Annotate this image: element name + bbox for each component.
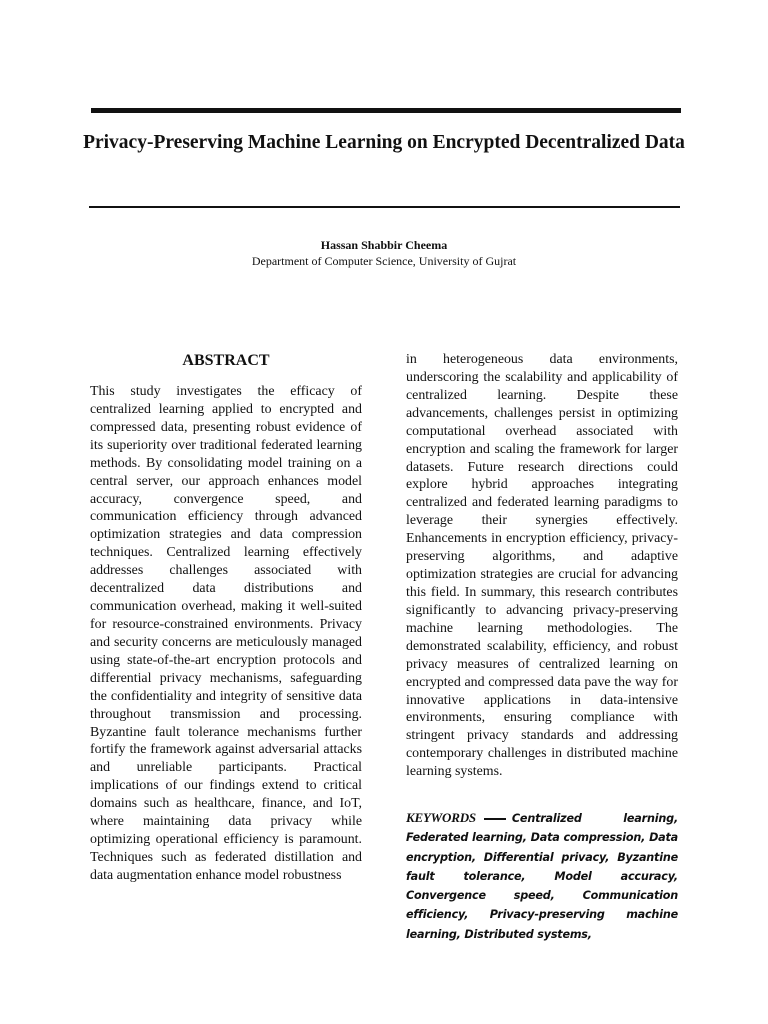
title-top-rule [91, 108, 681, 113]
keywords-dash [484, 818, 506, 820]
title-bottom-rule [89, 206, 680, 208]
author-affiliation: Department of Computer Science, University of Gujrat [251, 254, 517, 268]
keywords-label: KEYWORDS [406, 810, 476, 825]
author-name: Hassan Shabbir Cheema [320, 238, 448, 252]
abstract-text-left-column: This study investigates the efficacy of centralized learning applied to encrypted and compressed data, presenting robust evidence of its superiority over traditional federated learning methods. By consolidating model training on a central server, our approach enhances model accuracy, convergence speed, and communication efficiency through advanced optimization strategies and data compression techniques. Centralized learning effectively addresses challenges associated with decentralized data distributions and communication overhead, making it well-suited for resource-constrained environments. Privacy and security concerns are meticulously managed using state-of-the-art encryption protocols and differential privacy mechanisms, safeguarding the confidentiality and integrity of sensitive data throughout transmission and processing. Byzantine fault tolerance mechanisms further fortify the framework against adversarial attacks and unreliable participants. Practical implications of our findings extend to critical domains such as healthcare, finance, and IoT, where maintaining data privacy while optimizing operational efficiency is paramount. Techniques such as federated distillation and data augmentation enhance model robustness [90, 384, 362, 883]
keywords-text: Centralized learning, Federated learning, Data compression, Data encryption, Differential privacy, Byzantine fault tolerance, Model accuracy, Convergence speed, Communication efficiency, Privacy-preserving machine learning, Distributed systems, [406, 812, 678, 941]
paper-title: Privacy-Preserving Machine Learning on Encrypted Decentralized Data [83, 132, 685, 153]
abstract-heading: ABSTRACT [182, 352, 270, 369]
abstract-text-right-column: in heterogeneous data environments, underscoring the scalability and applicability of centralized learning. Despite these advancements, challenges persist in optimizing computational overhead associated with encryption and scaling the framework for larger datasets. Future research directions could explore hybrid approaches integrating centralized and federated learning paradigms to leverage their synergies effectively. Enhancements in encryption efficiency, privacy-preserving algorithms, and adaptive optimization strategies are crucial for advancing this field. In summary, this research contributes significantly to advancing privacy-preserving machine learning methodologies. The demonstrated scalability, efficiency, and robust privacy measures of centralized learning on encrypted and compressed data pave the way for innovative applications in data-intensive environments, ensuring compliance with stringent privacy standards and addressing contemporary challenges in distributed machine learning systems. [406, 352, 678, 780]
keywords-block [406, 808, 678, 944]
